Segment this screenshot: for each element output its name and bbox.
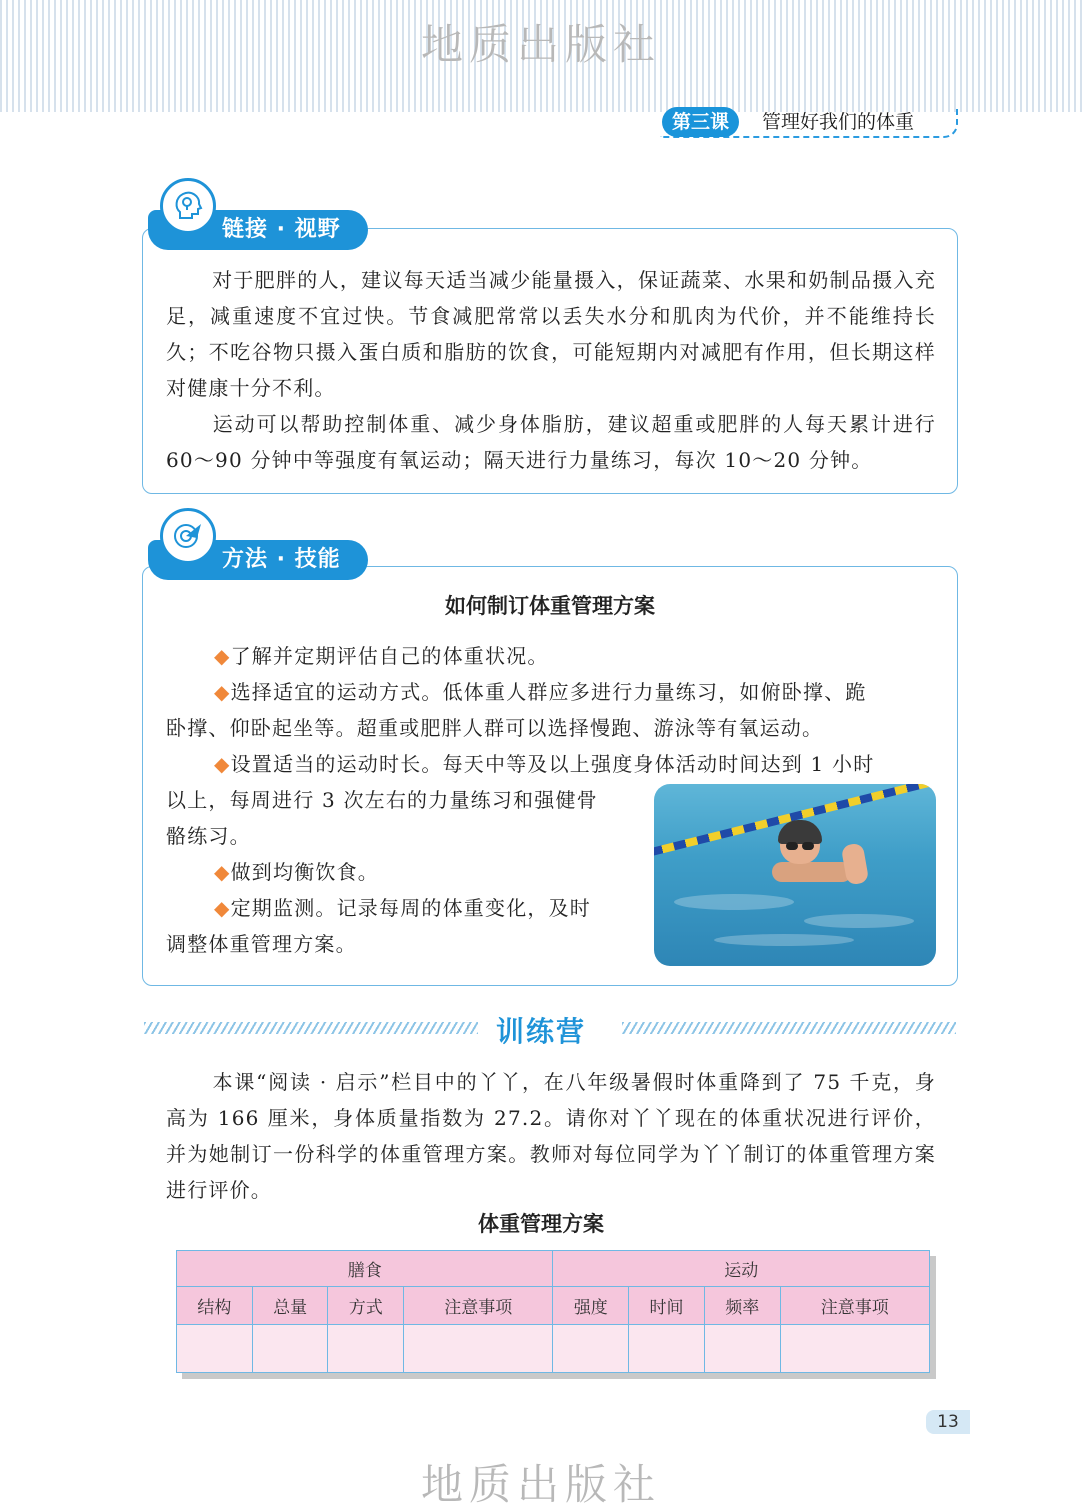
head-lightbulb-icon: [160, 178, 216, 234]
table-cell: [704, 1325, 780, 1373]
table-cell: [252, 1325, 328, 1373]
table-cell: [404, 1325, 553, 1373]
watermark-top: 地质出版社: [420, 20, 661, 69]
table-header: 方式: [328, 1287, 404, 1325]
table-header: 注意事项: [780, 1287, 929, 1325]
table-cell: [328, 1325, 404, 1373]
bullet-item: ◆了解并定期评估自己的体重状况。: [214, 644, 549, 668]
table-cell: [177, 1325, 253, 1373]
table-header: 强度: [553, 1287, 629, 1325]
link-section-badge: 链接 · 视野: [148, 210, 368, 250]
bullet-diamond-icon: ◆: [214, 752, 231, 776]
bullet-diamond-icon: ◆: [214, 644, 231, 668]
table-cell: [553, 1325, 629, 1373]
bullet-continuation: 卧撑、仰卧起坐等。超重或肥胖人群可以选择慢跑、游泳等有氧运动。: [166, 716, 824, 740]
watermark-bottom: 地质出版社: [420, 1460, 661, 1508]
bullet-continuation: 骼练习。: [166, 824, 251, 848]
table-header: 注意事项: [404, 1287, 553, 1325]
table-group-exercise: 运动: [553, 1251, 930, 1287]
table-cell: [780, 1325, 929, 1373]
lesson-title: 管理好我们的体重: [762, 111, 915, 133]
bullet-item: ◆定期监测。记录每周的体重变化，及时: [214, 896, 591, 920]
bullet-diamond-icon: ◆: [214, 896, 231, 920]
training-camp-text: 本课“阅读 · 启示”栏目中的丫丫，在八年级暑假时体重降到了 75 千克，身高为 166 厘米，身体质量指数为 27.2。请你对丫丫现在的体重状况进行评价，并为她制订一份科学的体重管理方案。教师对每位同学为丫丫制订的体重管理方案进行评价。: [166, 1070, 936, 1202]
lesson-number: 第三课: [662, 107, 739, 137]
swimmer-photo: [654, 784, 936, 966]
link-paragraph-1: 对于肥胖的人，建议每天适当减少能量摄入，保证蔬菜、水果和奶制品摄入充足，减重速度不宜过快。节食减肥常常以丢失水分和肌肉为代价，并不能维持长久；不吃谷物只摄入蛋白质和脂肪的饮食，可能短期内对减肥有作用，但长期这样对健康十分不利。: [166, 268, 936, 400]
table-header: 总量: [252, 1287, 328, 1325]
bullet-continuation: 以上，每周进行 3 次左右的力量练习和强健骨: [166, 788, 598, 812]
bullet-item: ◆选择适宜的运动方式。低体重人群应多进行力量练习，如俯卧撑、跪: [214, 680, 867, 704]
bullet-continuation: 调整体重管理方案。: [166, 932, 357, 956]
hatch-divider-right: [622, 1022, 956, 1034]
bullet-item: ◆做到均衡饮食。: [214, 860, 379, 884]
training-camp-title: 训练营: [495, 1015, 586, 1048]
table-header: 频率: [704, 1287, 780, 1325]
table-header: 时间: [629, 1287, 705, 1325]
table-title: 体重管理方案: [478, 1211, 604, 1236]
table-group-diet: 膳食: [177, 1251, 553, 1287]
bullet-diamond-icon: ◆: [214, 680, 231, 704]
method-section-badge: 方法 · 技能: [148, 540, 368, 580]
compass-target-icon: [160, 508, 216, 564]
page-number: 13: [926, 1410, 970, 1434]
link-paragraph-2: 运动可以帮助控制体重、减少身体脂肪，建议超重或肥胖的人每天累计进行 60～90 分钟中等强度有氧运动；隔天进行力量练习，每次 10～20 分钟。: [166, 412, 936, 472]
weight-plan-table: [176, 1250, 930, 1373]
bullet-diamond-icon: ◆: [214, 860, 231, 884]
bullet-item: ◆设置适当的运动时长。每天中等及以上强度身体活动时间达到 1 小时: [214, 752, 875, 776]
method-title: 如何制订体重管理方案: [445, 593, 655, 618]
table-header: 结构: [177, 1287, 253, 1325]
table-cell: [629, 1325, 705, 1373]
